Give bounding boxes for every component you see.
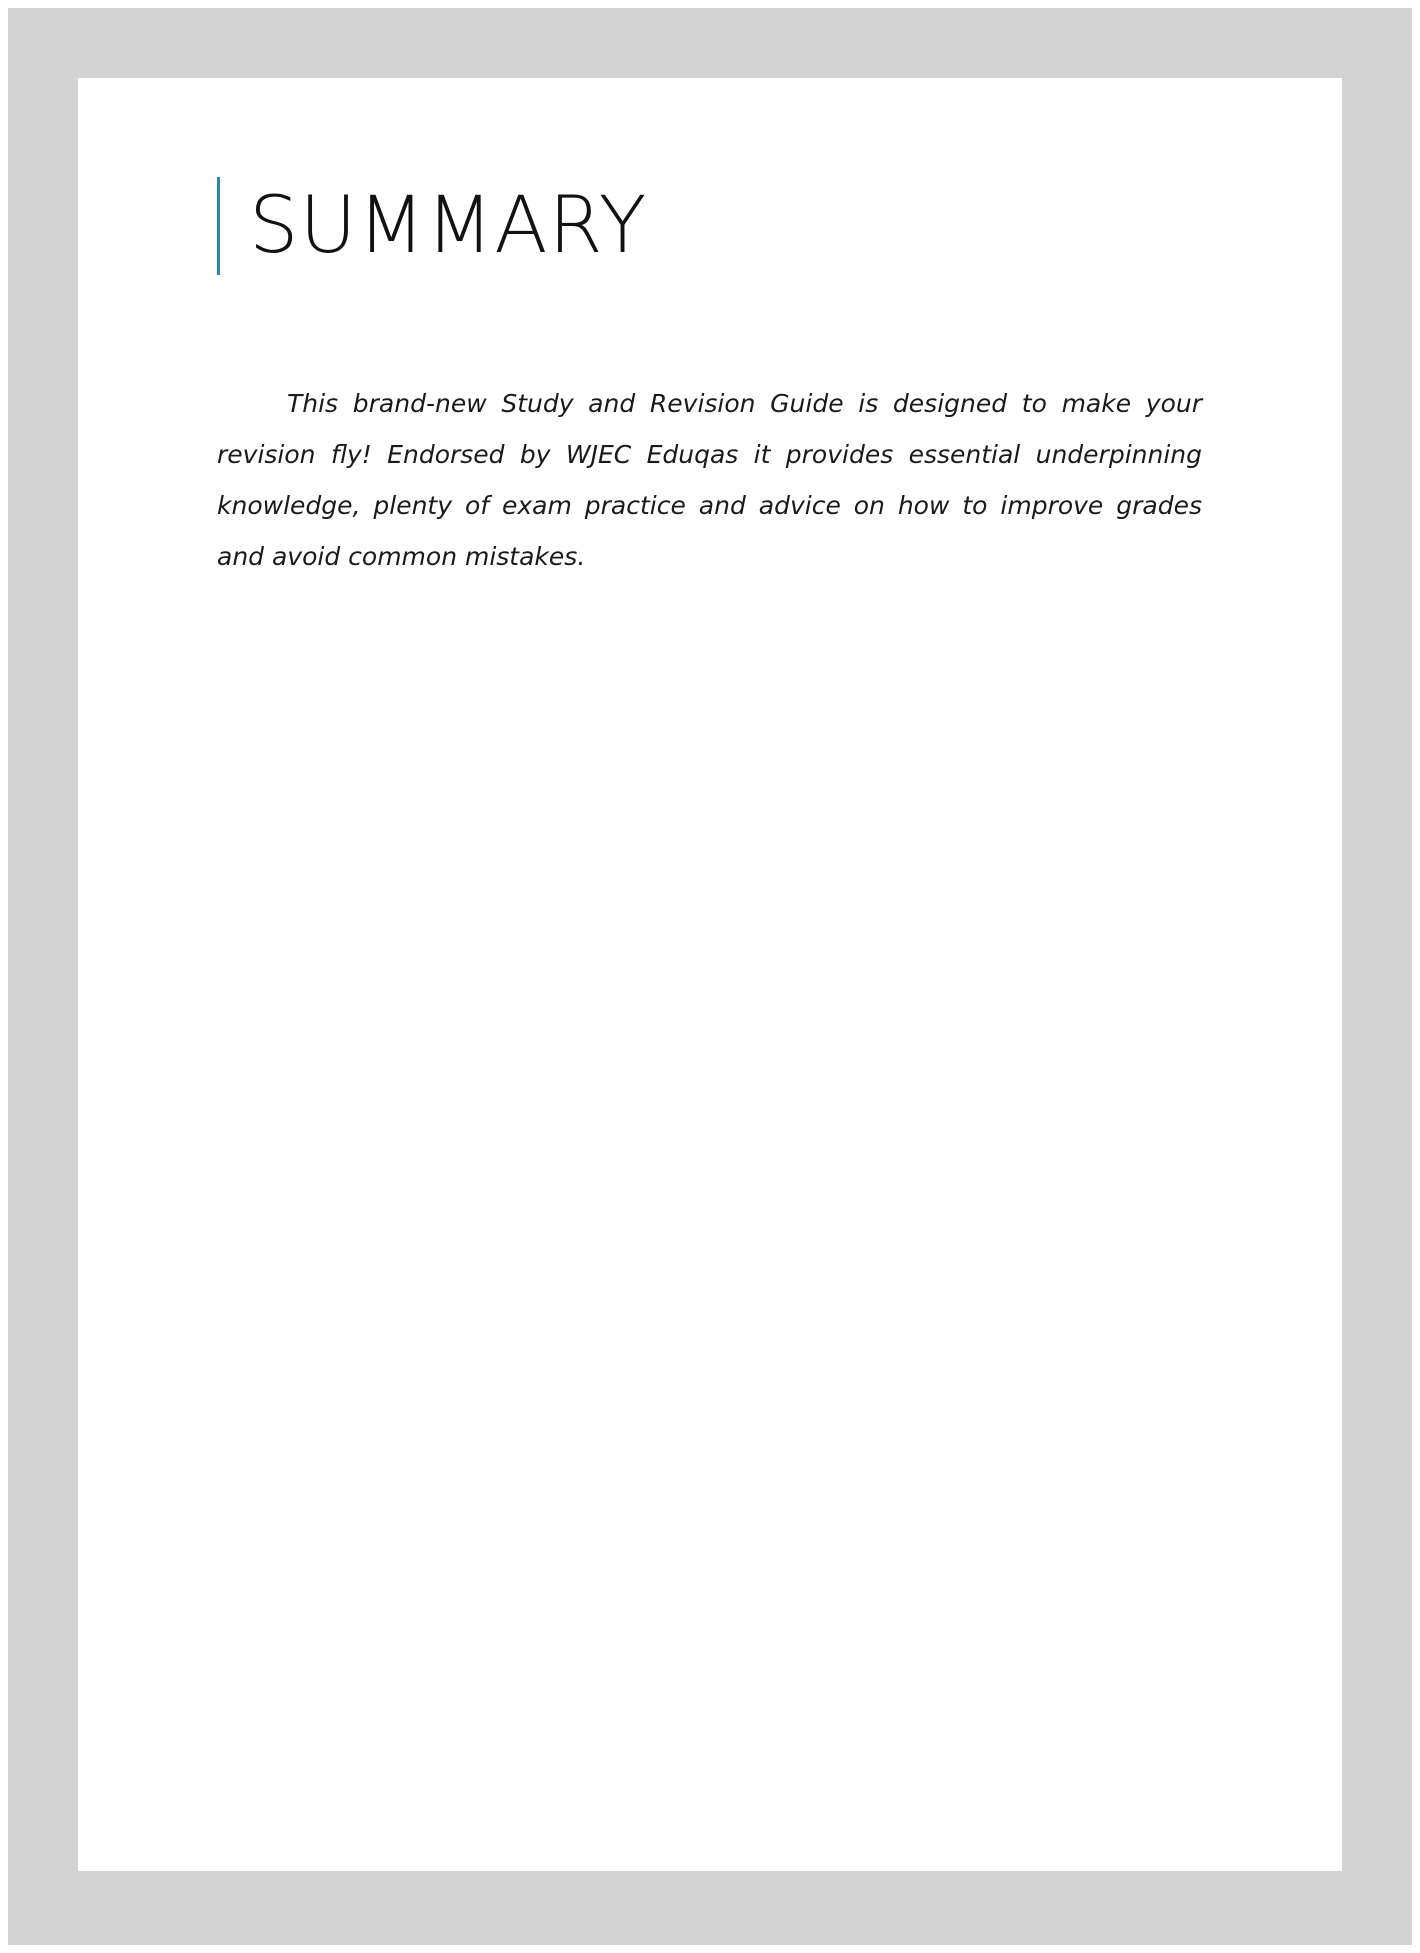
title-accent-bar [217, 177, 220, 275]
title-block [217, 177, 647, 275]
page-title: SUMMARY [249, 181, 648, 271]
document-page [78, 78, 1342, 1871]
page-border-frame [8, 8, 1412, 1945]
summary-paragraph: This brand-new Study and Revision Guide is designed to make your revision fly! Endorsed by WJEC Eduqas it provides essential underpinning knowledge, plenty of exam practice and advice on how to improve grades and avoid common mistakes. [217, 389, 1202, 571]
